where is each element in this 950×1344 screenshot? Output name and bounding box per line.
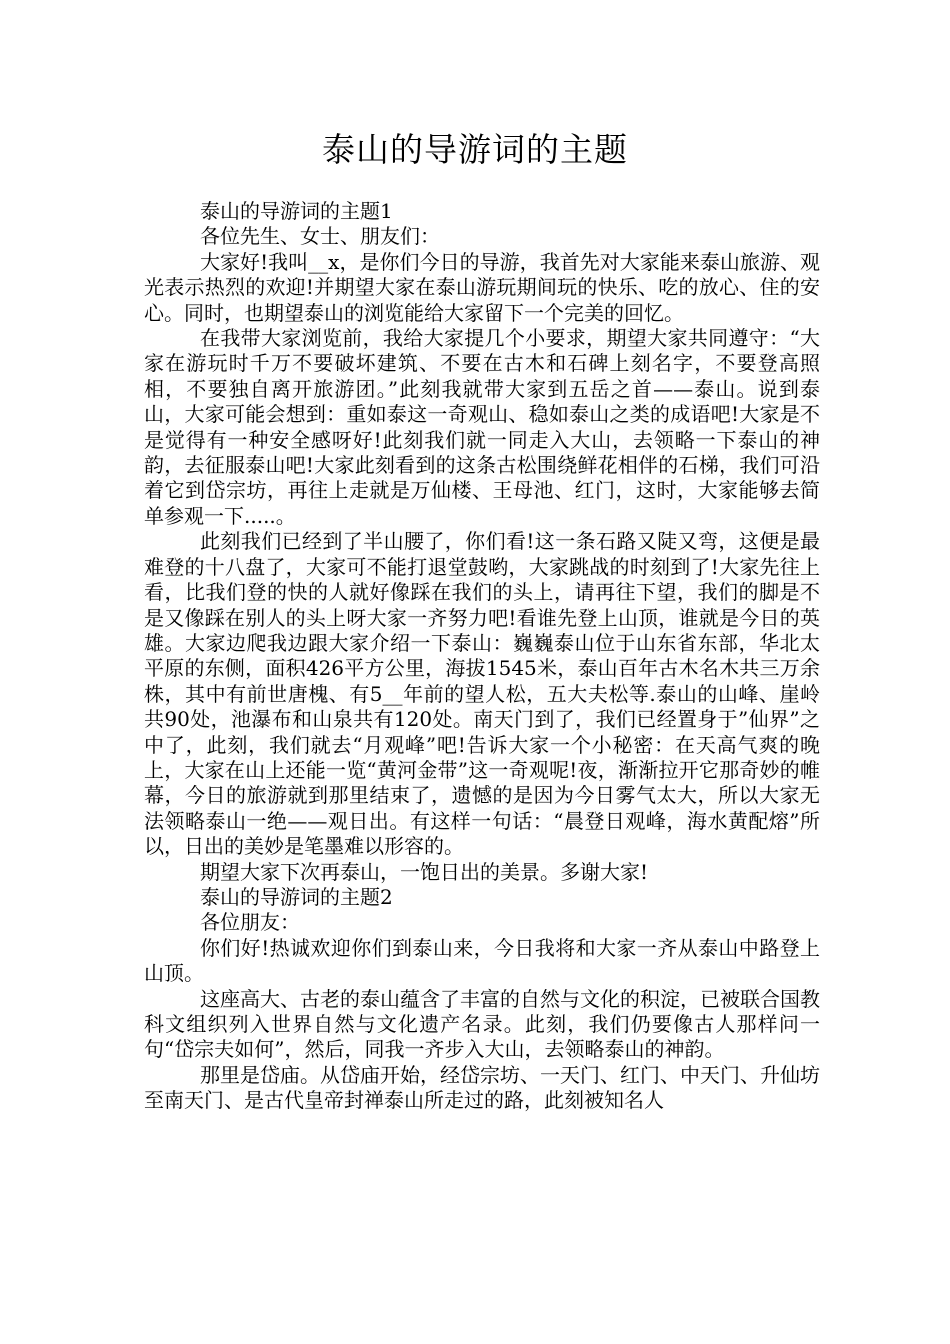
paragraph: 期望大家下次再泰山，一饱日出的美景。多谢大家! <box>200 859 649 884</box>
paragraph: 你们好!热诚欢迎你们到泰山来，今日我将和大家一齐从泰山中路登上山顶。 <box>144 935 820 986</box>
document-title: 泰山的导游词的主题 <box>322 130 628 169</box>
section-heading-2: 泰山的导游词的主题2 <box>200 884 393 909</box>
paragraph: 这座高大、古老的泰山蕴含了丰富的自然与文化的积淀，已被联合国教科文组织列入世界自然与文化遗产名录。此刻，我们仍要像古人那样问一句“岱宗夫如何”，然后，同我一齐步入大山，去领略泰山的神韵。 <box>144 986 820 1062</box>
greeting-2: 各位朋友： <box>200 910 300 935</box>
document-body <box>144 199 820 1114</box>
section-heading-1: 泰山的导游词的主题1 <box>200 199 393 223</box>
paragraph: 此刻我们已经到了半山腰了，你们看!这一条石路又陡又弯，这便是最难登的十八盘了，大家可不能打退堂鼓哟，大家跳战的时刻到了!大家先往上看，比我们登的快的人就好像踩在我们的头上，请再往下望，我们的脚是不是又像踩在别人的头上呀大家一齐努力吧!看谁先登上山顶，谁就是今日的英雄。大家边爬我边跟大家介绍一下泰山：巍巍泰山位于山东省东部，华北太平原的东侧，面积426平方公里，海拔1545米，泰山百年古木名木共三万余株，其中有前世唐槐、有5__年前的望人松，五大夫松等.泰山的山峰、崖岭共90处，池瀑布和山泉共有120处。南天门到了，我们已经置身于”仙界”之中了，此刻，我们就去“月观峰”吧!告诉大家一个小秘密：在天高气爽的晚上，大家在山上还能一览“黄河金带”这一奇观呢!夜，渐渐拉开它那奇妙的帷幕，今日的旅游就到那里结束了，遗憾的是因为今日雾气太大，所以大家无法领略泰山一绝——观日出。有这样一句话：“晨登日观峰，海水黄配熔”所以，日出的美妙是笔墨难以形容的。 <box>144 529 820 859</box>
paragraph: 大家好!我叫__x，是你们今日的导游，我首先对大家能来泰山旅游、观光表示热烈的欢迎!并期望大家在泰山游玩期间玩的快乐、吃的放心、住的安心。同时，也期望泰山的浏览能给大家留下一个完美的回忆。 <box>144 249 820 325</box>
paragraph: 那里是岱庙。从岱庙开始，经岱宗坊、一天门、红门、中天门、升仙坊至南天门、是古代皇帝封禅泰山所走过的路，此刻被知名人 <box>144 1062 820 1113</box>
greeting-1: 各位先生、女士、朋友们： <box>200 224 440 249</box>
paragraph: 在我带大家浏览前，我给大家提几个小要求，期望大家共同遵守：“大家在游玩时千万不要破坏建筑、不要在古木和石碑上刻名字，不要登高照相，不要独自离开旅游团。”此刻我就带大家到五岳之首——泰山。说到泰山，大家可能会想到：重如泰这一奇观山、稳如泰山之类的成语吧!大家是不是觉得有一种安全感呀好!此刻我们就一同走入大山，去领略一下泰山的神韵，去征服泰山吧!大家此刻看到的这条古松围绕鲜花相伴的石梯，我们可沿着它到岱宗坊，再往上走就是万仙楼、王母池、红门，这时，大家能够去简单参观一下.....。 <box>144 326 820 528</box>
